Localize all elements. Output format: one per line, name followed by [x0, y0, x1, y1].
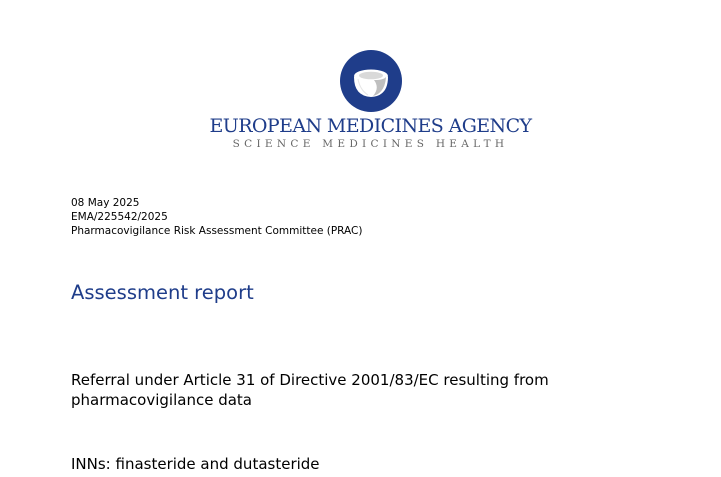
referral-description: Referral under Article 31 of Directive 2001/83/EC resulting from pharmacovigilance data — [71, 371, 549, 409]
ema-logo-icon — [340, 50, 402, 112]
inns-line: INNs: finasteride and dutasteride — [71, 455, 320, 473]
document-date: 08 May 2025 — [71, 197, 140, 209]
agency-name: EUROPEAN MEDICINES AGENCY — [209, 115, 532, 137]
document-meta — [71, 196, 362, 238]
document-reference: EMA/225542/2025 — [71, 211, 168, 223]
page-title: Assessment report — [71, 281, 254, 304]
committee-name: Pharmacovigilance Risk Assessment Committee (PRAC) — [71, 225, 363, 237]
agency-tagline: SCIENCE MEDICINES HEALTH — [232, 138, 509, 150]
